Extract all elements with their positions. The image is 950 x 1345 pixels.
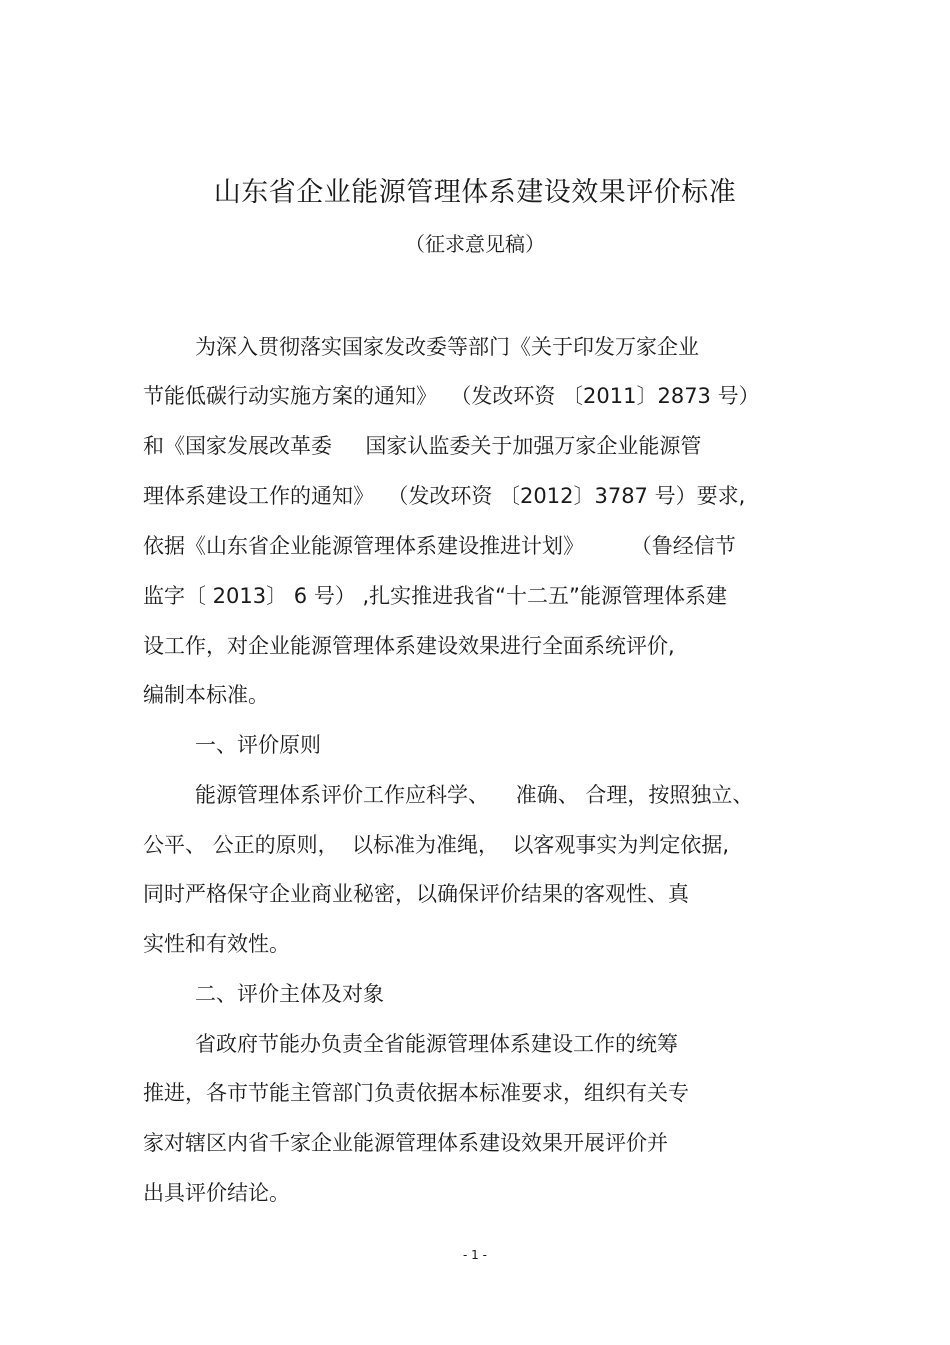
body-line: 为深入贯彻落实国家发改委等部门《关于印发万家企业	[195, 335, 699, 359]
body-line: 和《国家发展改革委 国家认监委关于加强万家企业能源管	[143, 434, 702, 458]
body-line: 省政府节能办负责全省能源管理体系建设工作的统筹	[195, 1032, 678, 1056]
body-line: 监字〔 2013〕 6 号） ,扎实推进我省“十二五”能源管理体系建	[143, 584, 727, 608]
body-line: 设工作，对企业能源管理体系建设效果进行全面系统评价,	[143, 634, 675, 658]
document-subtitle: （征求意见稿）	[405, 232, 545, 256]
body-line: 同时严格保守企业商业秘密，以确保评价结果的客观性、真	[143, 882, 689, 906]
document-title: 山东省企业能源管理体系建设效果评价标准	[213, 177, 737, 208]
body-line: 推进，各市节能主管部门负责依据本标准要求，组织有关专	[143, 1081, 689, 1105]
body-line: 编制本标准。	[143, 683, 269, 707]
page-number: - 1 -	[463, 1248, 487, 1262]
body-line: 依据《山东省企业能源管理体系建设推进计划》 （鲁经信节	[143, 534, 736, 558]
body-line: 实性和有效性。	[143, 932, 290, 956]
body-line: 节能低碳行动实施方案的通知》 （发改环资 〔2011〕2873 号）	[143, 384, 760, 408]
body-line: 家对辖区内省千家企业能源管理体系建设效果开展评价并	[143, 1131, 668, 1155]
body-line: 公平、 公正的原则， 以标准为准绳， 以客观事实为判定依据,	[143, 833, 730, 857]
section-heading: 二、评价主体及对象	[195, 982, 384, 1006]
body-line: 出具评价结论。	[143, 1181, 290, 1205]
body-line: 能源管理体系评价工作应科学、 准确、 合理，按照独立、	[195, 783, 754, 807]
section-heading: 一、评价原则	[195, 733, 321, 757]
body-line: 理体系建设工作的通知》 （发改环资 〔2012〕3787 号）要求,	[143, 484, 746, 508]
